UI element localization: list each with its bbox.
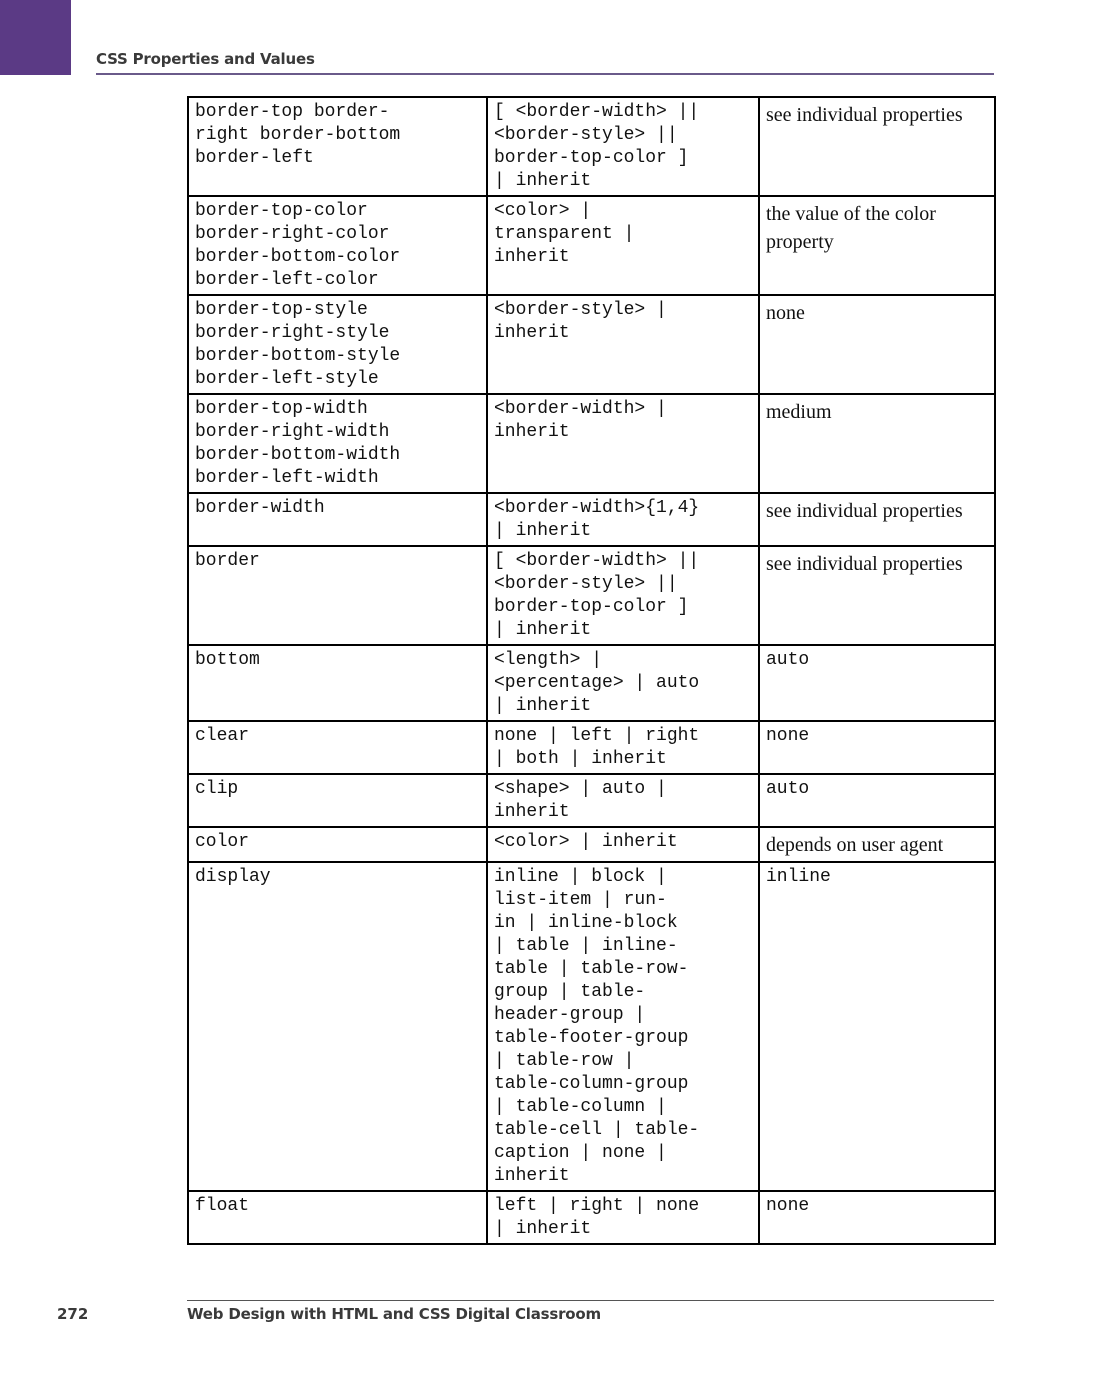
initial-value-cell: the value of the color property: [759, 196, 995, 295]
property-cell: border-width: [188, 493, 487, 546]
values-cell: none | left | right | both | inherit: [487, 721, 759, 774]
property-cell: border: [188, 546, 487, 645]
initial-value-cell: medium: [759, 394, 995, 493]
table-row: [188, 721, 995, 774]
values-cell: <shape> | auto | inherit: [487, 774, 759, 827]
table-row: [188, 546, 995, 645]
values-cell: <color> | transparent | inherit: [487, 196, 759, 295]
running-footer-title: Web Design with HTML and CSS Digital Classroom: [187, 1305, 601, 1323]
values-cell: <border-width>{1,4} | inherit: [487, 493, 759, 546]
property-cell: color: [188, 827, 487, 862]
initial-value-cell: auto: [759, 645, 995, 721]
property-cell: border-top-style border-right-style border-bottom-style border-left-style: [188, 295, 487, 394]
property-cell: display: [188, 862, 487, 1191]
header-accent-block: [0, 0, 71, 75]
values-cell: <border-style> | inherit: [487, 295, 759, 394]
initial-value-cell: depends on user agent: [759, 827, 995, 862]
values-cell: left | right | none | inherit: [487, 1191, 759, 1244]
table-row: [188, 827, 995, 862]
values-cell: [ <border-width> || <border-style> || border-top-color ] | inherit: [487, 546, 759, 645]
property-cell: float: [188, 1191, 487, 1244]
table-row: [188, 862, 995, 1191]
initial-value-cell: auto: [759, 774, 995, 827]
css-properties-table: [187, 96, 996, 1245]
header-divider: [96, 73, 994, 75]
property-cell: border-top border- right border-bottom border-left: [188, 97, 487, 196]
page-number: 272: [57, 1305, 89, 1323]
table-row: [188, 196, 995, 295]
initial-value-cell: see individual properties: [759, 97, 995, 196]
values-cell: <length> | <percentage> | auto | inherit: [487, 645, 759, 721]
property-cell: clear: [188, 721, 487, 774]
values-cell: <color> | inherit: [487, 827, 759, 862]
property-cell: border-top-color border-right-color border-bottom-color border-left-color: [188, 196, 487, 295]
table-row: [188, 645, 995, 721]
initial-value-cell: none: [759, 1191, 995, 1244]
table-row: [188, 774, 995, 827]
table-row: [188, 97, 995, 196]
table-row: [188, 493, 995, 546]
initial-value-cell: none: [759, 295, 995, 394]
property-cell: bottom: [188, 645, 487, 721]
initial-value-cell: see individual properties: [759, 546, 995, 645]
initial-value-cell: see individual properties: [759, 493, 995, 546]
values-cell: inline | block | list-item | run- in | inline-block | table | inline- table | table-row- group | table- header-group | table-footer-group | table-row | table-column-group | table-column | table-cell | table- caption | none | inherit: [487, 862, 759, 1191]
property-cell: clip: [188, 774, 487, 827]
table-row: [188, 295, 995, 394]
values-cell: <border-width> | inherit: [487, 394, 759, 493]
values-cell: [ <border-width> || <border-style> || border-top-color ] | inherit: [487, 97, 759, 196]
table-row: [188, 394, 995, 493]
property-cell: border-top-width border-right-width border-bottom-width border-left-width: [188, 394, 487, 493]
running-header: CSS Properties and Values: [96, 50, 315, 68]
initial-value-cell: inline: [759, 862, 995, 1191]
initial-value-cell: none: [759, 721, 995, 774]
table-row: [188, 1191, 995, 1244]
footer-divider: [187, 1300, 994, 1301]
